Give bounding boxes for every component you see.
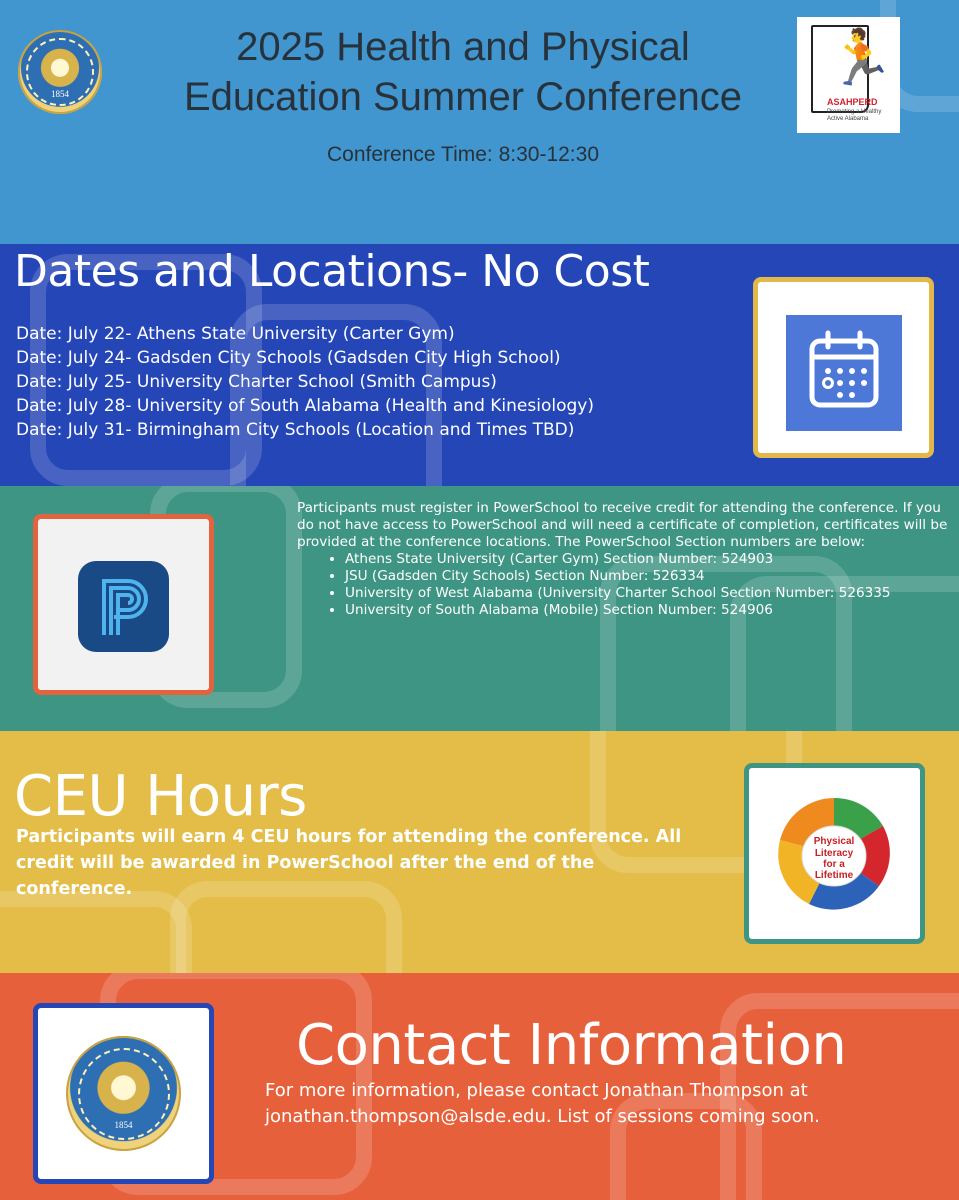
- physical-literacy-image-frame: [744, 763, 925, 944]
- runner-icon: 🏃: [827, 26, 895, 89]
- powerschool-info: [297, 500, 959, 619]
- date-item: Date: July 28- University of South Alabama (Health and Kinesiology): [16, 396, 594, 416]
- svg-text:Lifetime: Lifetime: [814, 870, 854, 881]
- powerschool-image-frame: [33, 514, 214, 695]
- svg-text:for a: for a: [823, 859, 845, 870]
- date-item: Date: July 22- Athens State University (Carter Gym): [16, 324, 455, 344]
- date-item: Date: July 25- University Charter School (Smith Campus): [16, 372, 497, 392]
- svg-text:Literacy: Literacy: [814, 848, 854, 859]
- asahperd-logo: 🏃 ASAHPERD Promoting a Healthy Active Alabama: [797, 17, 900, 133]
- dates-heading: Dates and Locations- No Cost: [14, 246, 650, 297]
- physical-literacy-graphic: [749, 768, 920, 939]
- powerschool-intro: Participants must register in PowerSchool to receive credit for attending the conference. If you do not have access to PowerSchool and will need a certificate of completion, certificates will be provided at the conference locations. The PowerSchool Section numbers are below:: [297, 500, 948, 550]
- alsde-seal-image-frame: [33, 1003, 214, 1184]
- dates-list: [16, 322, 594, 442]
- calendar-image-frame: [753, 277, 934, 458]
- svg-text:Physical: Physical: [813, 836, 855, 847]
- powerschool-logo: [78, 561, 169, 652]
- section-number-item: • Athens State University (Carter Gym) Section Number: 524903: [345, 551, 959, 568]
- conference-time: Conference Time: 8:30-12:30: [327, 143, 599, 166]
- contact-heading: Contact Information: [296, 1013, 847, 1078]
- section-number-item: • University of South Alabama (Mobile) Section Number: 524906: [345, 602, 959, 619]
- section-number-item: • JSU (Gadsden City Schools) Section Number: 526334: [345, 568, 959, 585]
- date-item: Date: July 24- Gadsden City Schools (Gadsden City High School): [16, 348, 561, 368]
- page-title: 2025 Health and Physical Education Summer Conference: [183, 25, 743, 119]
- contact-body: For more information, please contact Jonathan Thompson at jonathan.thompson@alsde.edu. List of sessions coming soon.: [265, 1080, 820, 1127]
- ceu-heading: CEU Hours: [14, 764, 307, 829]
- calendar-icon: [786, 315, 902, 431]
- section-number-item: • University of West Alabama (University Charter School Section Number: 526335: [345, 585, 959, 602]
- alsde-seal-logo: 1854: [66, 1036, 181, 1151]
- alsde-seal-logo: 1854: [18, 30, 102, 114]
- ceu-body: Participants will earn 4 CEU hours for attending the conference. All credit will be awarded in PowerSchool after the end of the conference.: [16, 827, 682, 899]
- section-number-list: [297, 551, 959, 619]
- date-item: Date: July 31- Birmingham City Schools (Location and Times TBD): [16, 420, 575, 440]
